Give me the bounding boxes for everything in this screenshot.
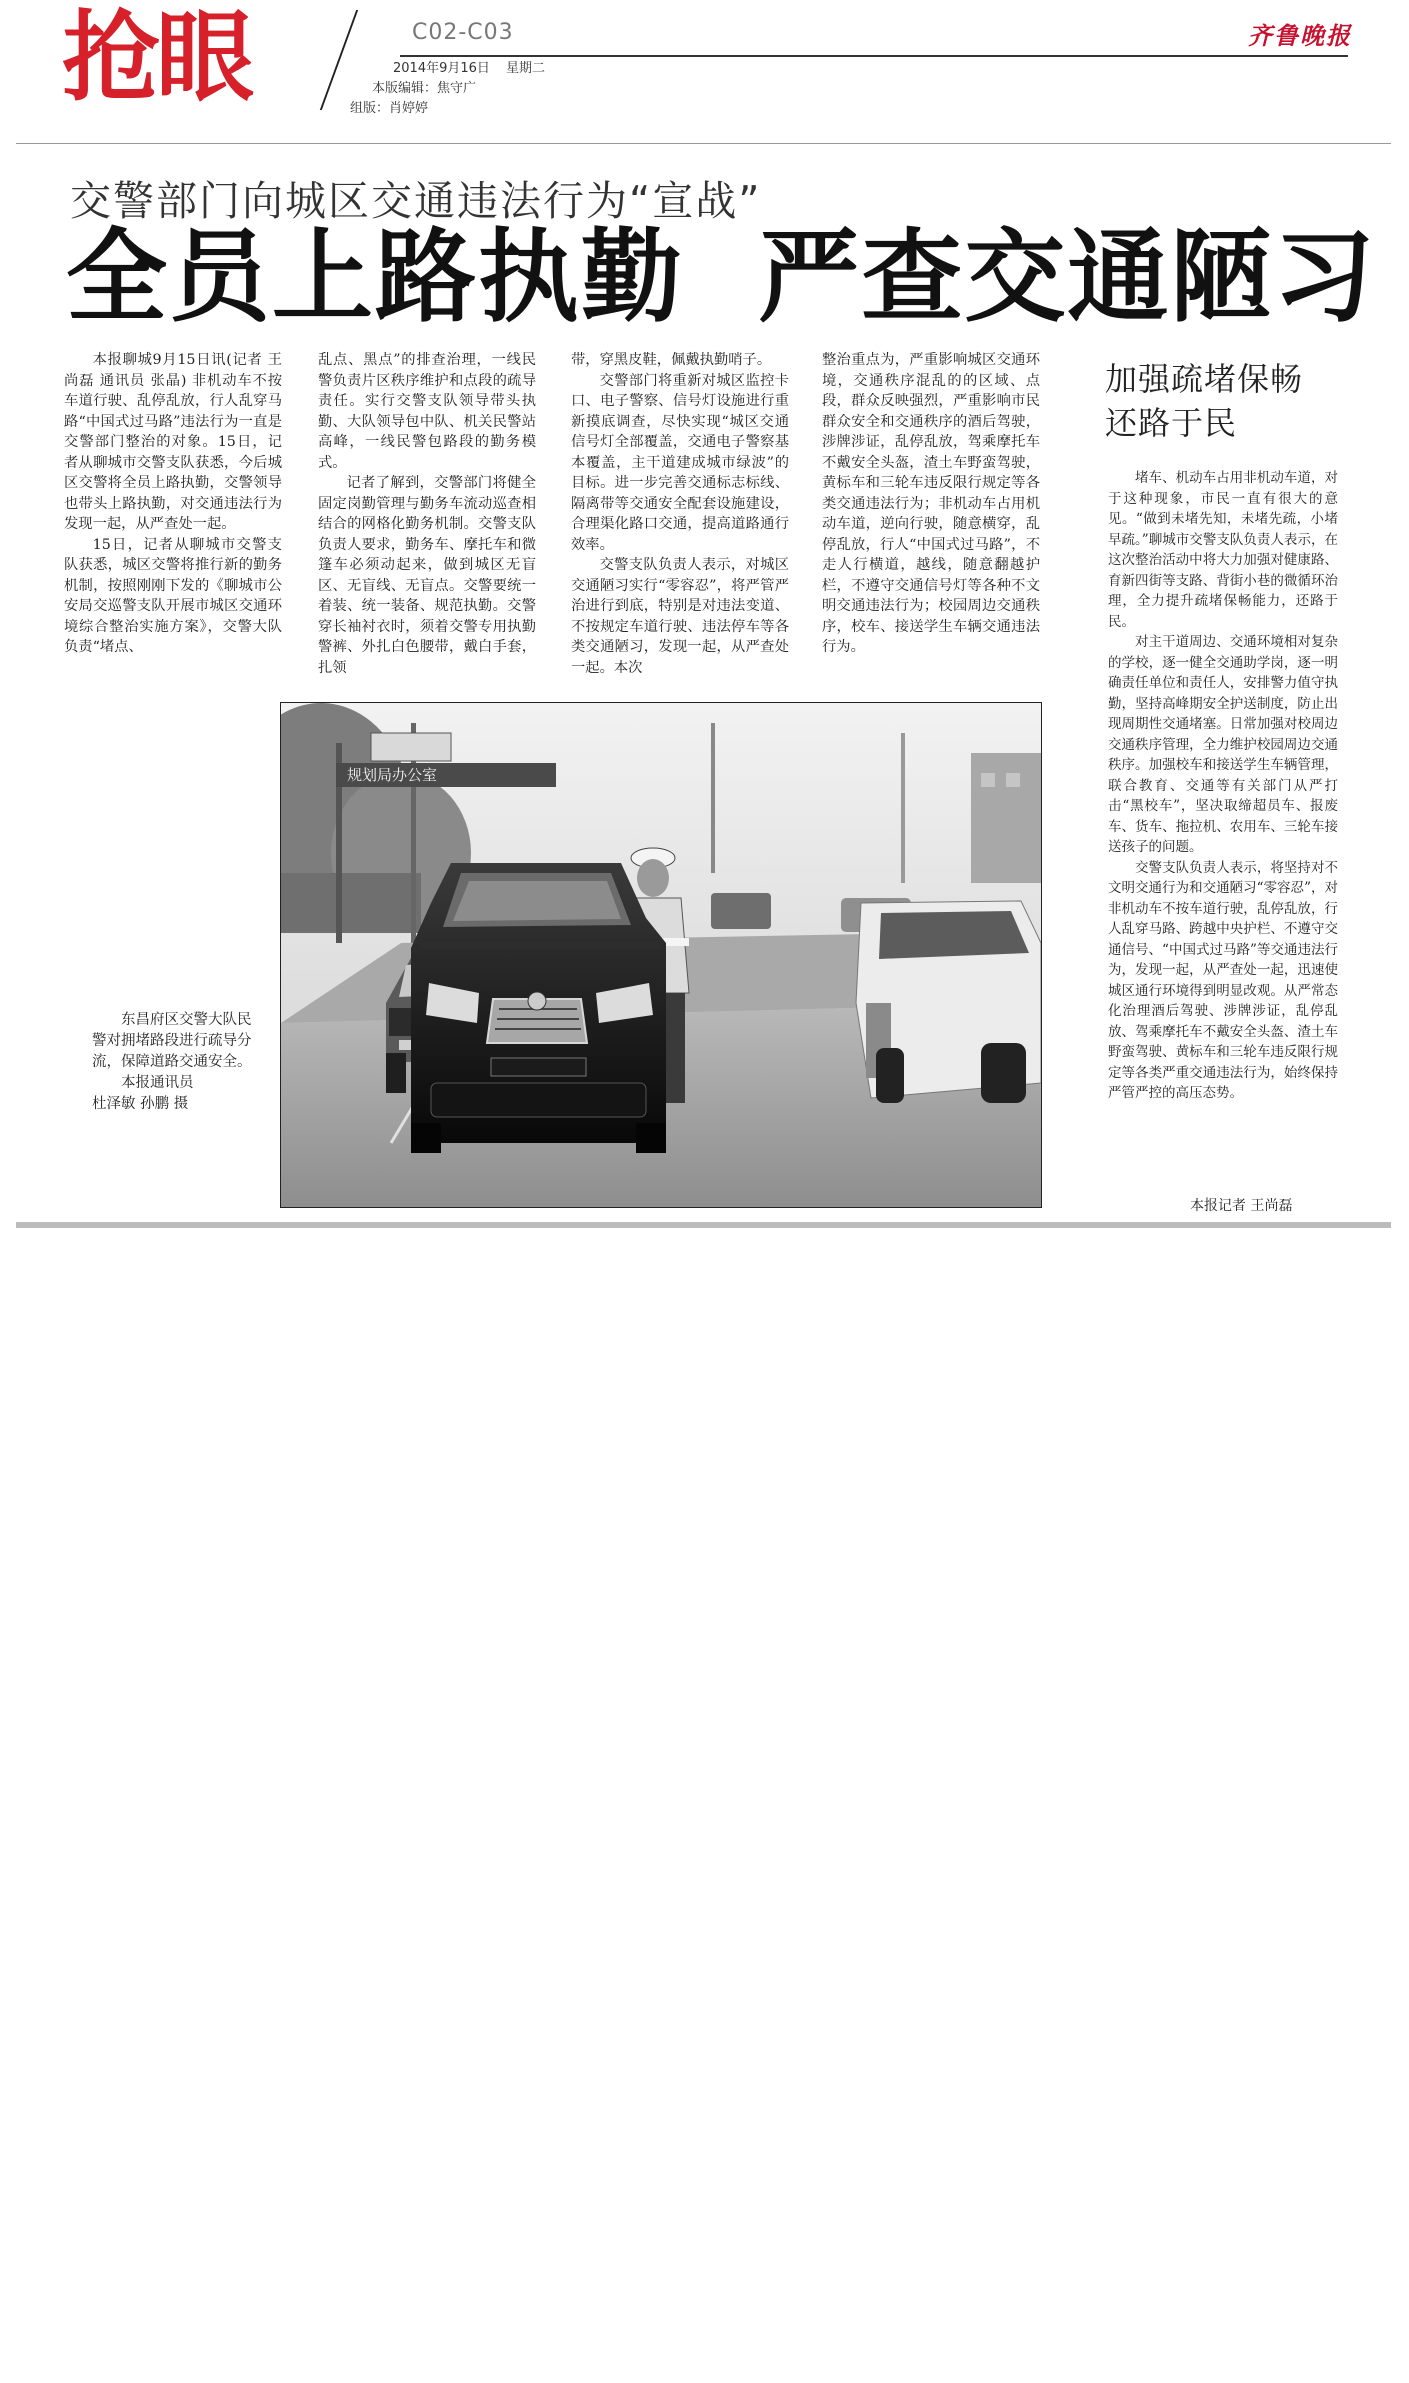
page-editor: 本版编辑：焦守广 bbox=[372, 81, 477, 96]
sidebar-title bbox=[1105, 357, 1345, 445]
issue-date-line bbox=[393, 60, 557, 78]
sidebar-byline: 本报记者 王尚磊 bbox=[1190, 1198, 1293, 1214]
caption-credit: 本报通讯员 bbox=[121, 1075, 194, 1091]
black-sedan bbox=[411, 863, 666, 1153]
header-rule bbox=[400, 55, 1348, 57]
caption-text: 东昌府区交警大队民警对拥堵路段进行疏导分流，保障道路交通安全。 bbox=[92, 1012, 252, 1070]
sign-text: 规划局办公室 bbox=[347, 766, 438, 784]
bottom-rule bbox=[16, 1222, 1391, 1228]
sidebar-title-line: 加强疏堵保畅 bbox=[1105, 360, 1304, 398]
caption-credit-names: 杜泽敏 孙鹏 摄 bbox=[92, 1096, 189, 1112]
article-paragraph: 本报聊城9月15日讯(记者 王尚磊 通讯员 张晶) 非机动车不按车道行驶、乱停乱放，行人乱穿马路“中国式过马路”违法行为一直是交警部门整治的对象。15日，记者从聊城市交警支队获悉，今后城区交警将全员上路执勤，交警领导也带头上路执勤，对交通违法行为发现一起，从严查处一起。 bbox=[64, 352, 282, 532]
sidebar-title-line: 还路于民 bbox=[1105, 404, 1238, 442]
article-paragraph: 15日，记者从聊城市交警支队获悉，城区交警将推行新的勤务机制，按照刚刚下发的《聊城市公安局交巡警支队开展市城区交通环境综合整治实施方案》，交警大队负责“堵点、 bbox=[64, 536, 282, 655]
article-column-2 bbox=[318, 350, 536, 678]
article-paragraph: 记者了解到，交警部门将健全固定岗勤管理与勤务车流动巡查相结合的网格化勤务机制。交警支队负责人要求，勤务车、摩托车和微篷车必须动起来，做到城区无盲区、无盲线、无盲点。交警要统一着装、统一装备、规范执勤。交警穿长袖衬衣时，须着交警专用执勤警裤、外扎白色腰带，戴白手套，扎领 bbox=[318, 475, 536, 676]
page-layout-credit: 组版：肖婷婷 bbox=[350, 101, 429, 116]
article-paragraph: 整治重点为，严重影响城区交通环境，交通秩序混乱的的区域、点段，群众反映强烈，严重影响市民群众安全和交通秩序的酒后驾驶，涉牌涉证，乱停乱放，驾乘摩托车不戴安全头盔，渣土车野蛮驾驶，黄标车和三轮车违反限行规定等各类交通违法行为；非机动车占用机动车道，逆向行驶，随意横穿，乱停乱放，行人“中国式过马路”，不走人行横道，越线，随意翻越护栏，不遵守交通信号灯等各种不文明交通违法行为；校园周边交通秩序，校车、接送学生车辆交通违法行为。 bbox=[822, 352, 1040, 655]
top-rule bbox=[16, 143, 1391, 144]
article-paragraph: 带，穿黑皮鞋，佩戴执勤哨子。 bbox=[571, 352, 772, 368]
sidebar-paragraph: 交警支队负责人表示，将坚持对不文明交通行为和交通陋习“零容忍”，对非机动车不按车道行驶，乱停乱放，行人乱穿马路、跨越中央护栏、不遵守交通信号、“中国式过马路”等交通违法行为，发现一起，从严查处一起，迅速使城区通行环境得到明显改观。从严常态化治理酒后驾驶、涉牌涉证，乱停乱放、驾乘摩托车不戴安全头盔、渣土车野蛮驾驶、黄标车和三轮车违反限行规定等各类严重交通违法行为，始终保持严管严控的高压态势。 bbox=[1108, 859, 1338, 1101]
sidebar-body bbox=[1108, 468, 1338, 1104]
sidebar-paragraph: 对主干道周边、交通环境相对复杂的学校，逐一健全交通助学岗，逐一明确责任单位和责任人，安排警力值守执勤，坚持高峰期安全护送制度，防止出现周期性交通堵塞。日常加强对校周边交通秩序管理，全力维护校园周边交通秩序。加强校车和接送学生车辆管理，联合教育、交通等有关部门从严打击“黑校车”，坚决取缔超员车、报废车、货车、拖拉机、农用车、三轮车接送孩子的问题。 bbox=[1108, 634, 1338, 855]
issue-date: 2014年9月16日 bbox=[393, 61, 490, 76]
newspaper-name: 齐鲁晚报 bbox=[1248, 21, 1352, 50]
article-paragraph: 乱点、黑点”的排查治理，一线民警负责片区秩序维护和点段的疏导责任。实行交警支队领导带头执勤、大队领导包中队、机关民警站高峰，一线民警包路段的勤务模式。 bbox=[318, 352, 536, 471]
sidebar-paragraph: 堵车、机动车占用非机动车道，对于这种现象，市民一直有很大的意见。“做到未堵先知，未堵先疏，小堵早疏。”聊城市交警支队负责人表示，在这次整治活动中将大力加强对健康路、育新四街等支路、背街小巷的微循环治理，全力提升疏堵保畅能力，还路于民。 bbox=[1108, 470, 1338, 630]
photo-caption bbox=[92, 1010, 252, 1115]
article-column-1 bbox=[64, 350, 282, 658]
white-suv-right bbox=[856, 901, 1041, 1103]
article-column-3 bbox=[571, 350, 789, 678]
issue-weekday: 星期二 bbox=[506, 61, 546, 76]
article-column-4 bbox=[822, 350, 1040, 658]
article-paragraph: 交警部门将重新对城区监控卡口、电子警察、信号灯设施进行重新摸底调查，尽快实现“城区交通信号灯全部覆盖，交通电子警察基本覆盖，主干道建成城市绿波”的目标。进一步完善交通标志标线、隔离带等交通安全配套设施建设，合理渠化路口交通，提高道路通行效率。 bbox=[571, 372, 789, 553]
page-code: C02-C03 bbox=[412, 20, 514, 45]
section-logo: 抢眼 bbox=[62, 1, 251, 115]
article-kicker: 交警部门向城区交通违法行为“宣战” bbox=[70, 177, 762, 225]
article-paragraph: 交警支队负责人表示，对城区交通陋习实行“零容忍”，将严管严治进行到底，特别是对违法变道、不按规定车道行驶、违法停车等各类交通陋习，发现一起，从严查处一起。本次 bbox=[571, 557, 789, 676]
news-photo bbox=[280, 702, 1042, 1208]
article-headline: 全员上路执勤 严查交通陋习 bbox=[66, 218, 1377, 336]
